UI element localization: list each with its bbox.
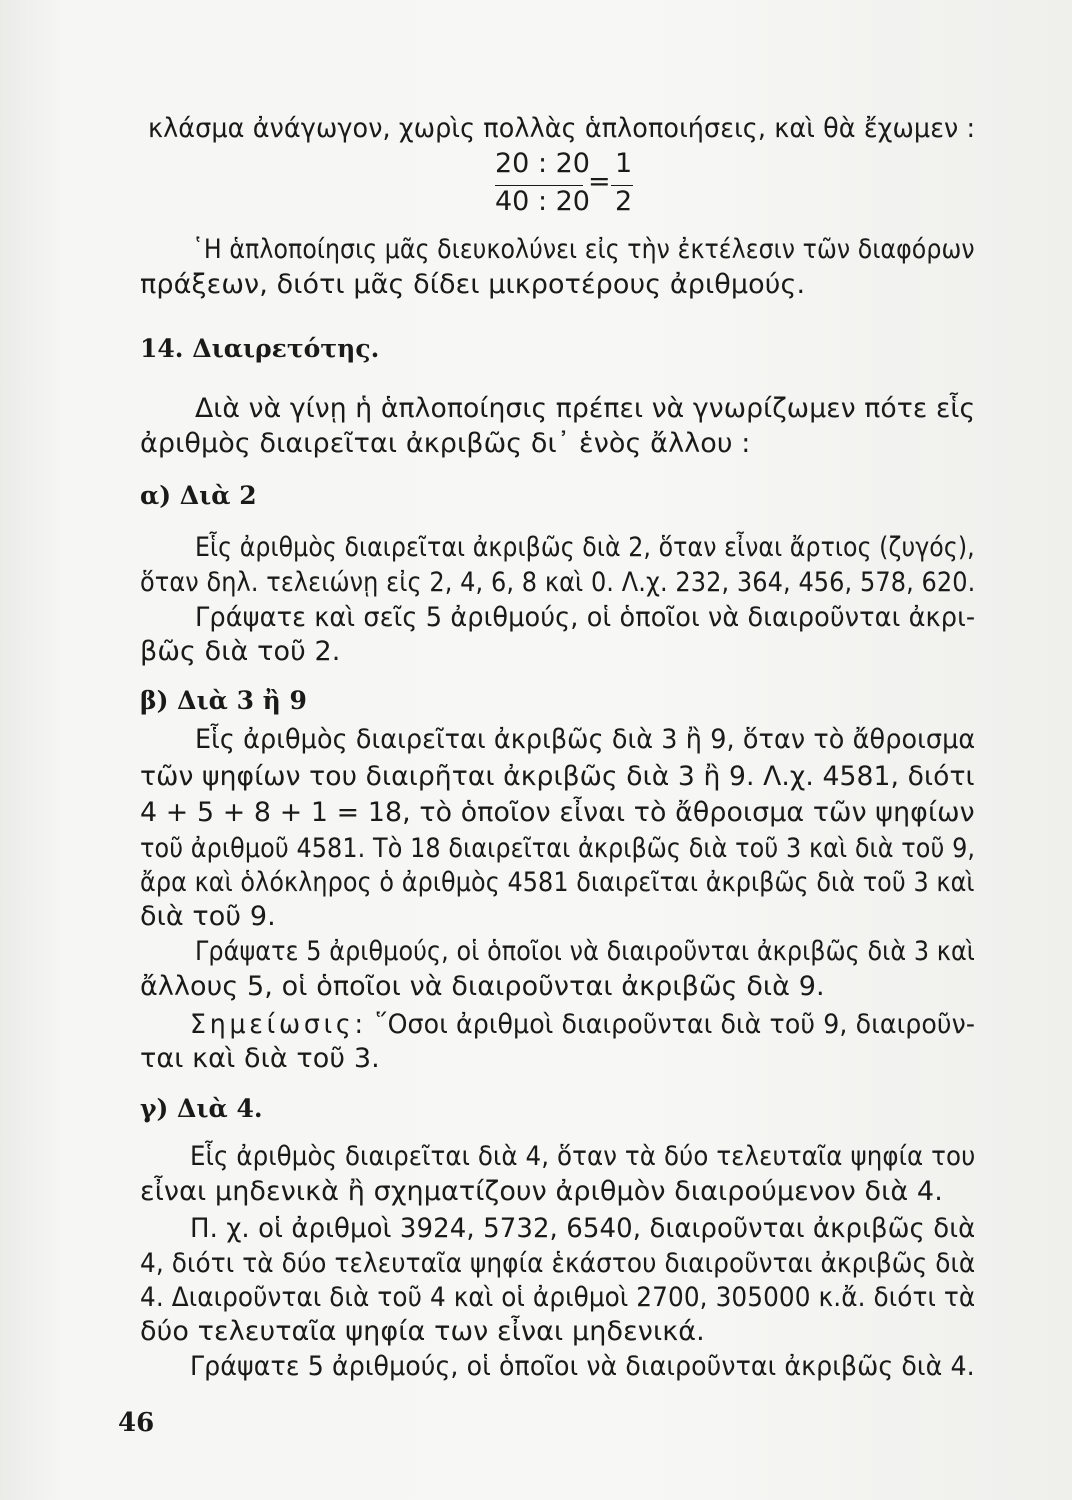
text-line: Π. χ. οἱ ἀριθμοὶ 3924, 5732, 6540, διαιροῦνται ἀκριβῶς διὰ: [190, 1213, 976, 1244]
text-line: Εἷς ἀριθμὸς διαιρεῖται διὰ 4, ὅταν τὰ δύο τελευταῖα ψηφία του: [190, 1141, 976, 1172]
text-line: 4 + 5 + 8 + 1 = 18, τὸ ὁποῖον εἶναι τὸ ἄθροισμα τῶν ψηφίων: [140, 797, 975, 828]
text-line: τοῦ ἀριθμοῦ 4581. Τὸ 18 διαιρεῖται ἀκριβῶς διὰ τοῦ 3 καὶ διὰ τοῦ 9,: [140, 833, 976, 864]
text-line: τῶν ψηφίων του διαιρῆται ἀκριβῶς διὰ 3 ἢ 9. Λ.χ. 4581, διότι: [140, 761, 975, 792]
equals-sign: =: [588, 166, 611, 197]
text-line: Γράψατε καὶ σεῖς 5 ἀριθμούς, οἱ ὁποῖοι νὰ διαιροῦνται ἀκρι-: [195, 602, 976, 633]
note-text: ῞Οσοι ἀριθμοὶ διαιροῦνται διὰ τοῦ 9, διαιροῦν-: [374, 1009, 976, 1040]
note-label: Σημείωσις:: [190, 1009, 367, 1040]
text-line: ἄλλους 5, οἱ ὁποῖοι νὰ διαιροῦνται ἀκριβῶς διὰ 9.: [140, 971, 825, 1002]
text-line: Διὰ νὰ γίνῃ ἡ ἁπλοποίησις πρέπει νὰ γνωρίζωμεν πότε εἷς: [195, 393, 976, 424]
text-line: ὅταν δηλ. τελειώνῃ εἰς 2, 4, 6, 8 καὶ 0. Λ.χ. 232, 364, 456, 578, 620.: [140, 567, 976, 598]
text-line: ῾Η ἁπλοποίησις μᾶς διευκολύνει εἰς τὴν ἐκτέλεσιν τῶν διαφόρων: [192, 234, 975, 265]
section-heading: 14. Διαιρετότης.: [140, 334, 380, 363]
fraction-denominator: 40 : 20: [495, 186, 590, 217]
page-number: 46: [118, 1408, 155, 1438]
text-line: πράξεων, διότι μᾶς δίδει μικροτέρους ἀριθμούς.: [140, 269, 806, 300]
text-line: ἄρα καὶ ὁλόκληρος ὁ ἀριθμὸς 4581 διαιρεῖται ἀκριβῶς διὰ τοῦ 3 καὶ: [140, 867, 975, 898]
text-line: δύο τελευταῖα ψηφία των εἶναι μηδενικά.: [140, 1316, 705, 1347]
text-line: Εἷς ἀριθμὸς διαιρεῖται ἀκριβῶς διὰ 3 ἢ 9, ὅταν τὸ ἄθροισμα: [195, 724, 976, 755]
text-line: Γράψατε 5 ἀριθμούς, οἱ ὁποῖοι νὰ διαιροῦνται ἀκριβῶς διὰ 4.: [190, 1351, 975, 1382]
text-line: Εἷς ἀριθμὸς διαιρεῖται ἀκριβῶς διὰ 2, ὅταν εἶναι ἄρτιος (ζυγός),: [195, 532, 975, 563]
text-line: [190, 1008, 975, 1042]
fraction-numerator: 20 : 20: [495, 148, 590, 179]
text-line: 4. Διαιροῦνται διὰ τοῦ 4 καὶ οἱ ἀριθμοὶ 2700, 305000 κ.ἄ. διότι τὰ: [140, 1282, 976, 1313]
text-line: 4, διότι τὰ δύο τελευταῖα ψηφία ἑκάστου διαιροῦνται ἀκριβῶς διὰ: [140, 1248, 976, 1279]
text-line: Γράψατε 5 ἀριθμούς, οἱ ὁποῖοι νὰ διαιροῦνται ἀκριβῶς διὰ 3 καὶ: [195, 936, 975, 967]
subsection-heading: α) Διὰ 2: [140, 481, 257, 510]
text-line: ἀριθμὸς διαιρεῖται ἀκριβῶς δι᾿ ἑνὸς ἄλλου :: [140, 428, 751, 459]
result-denominator: 2: [615, 186, 633, 217]
text-line: κλάσμα ἀνάγωγον, χωρὶς πολλὰς ἁπλοποιήσεις, καὶ θὰ ἔχωμεν :: [148, 113, 976, 144]
text-line: διὰ τοῦ 9.: [140, 901, 276, 932]
fraction-example: [495, 148, 645, 218]
subsection-heading: γ) Διὰ 4.: [140, 1094, 263, 1123]
text-line: εἶναι μηδενικὰ ἢ σχηματίζουν ἀριθμὸν διαιρούμενον διὰ 4.: [140, 1176, 943, 1207]
result-numerator: 1: [615, 148, 633, 179]
subsection-heading: β) Διὰ 3 ἢ 9: [140, 686, 307, 715]
text-line: βῶς διὰ τοῦ 2.: [140, 636, 341, 667]
text-line: ται καὶ διὰ τοῦ 3.: [140, 1043, 380, 1074]
